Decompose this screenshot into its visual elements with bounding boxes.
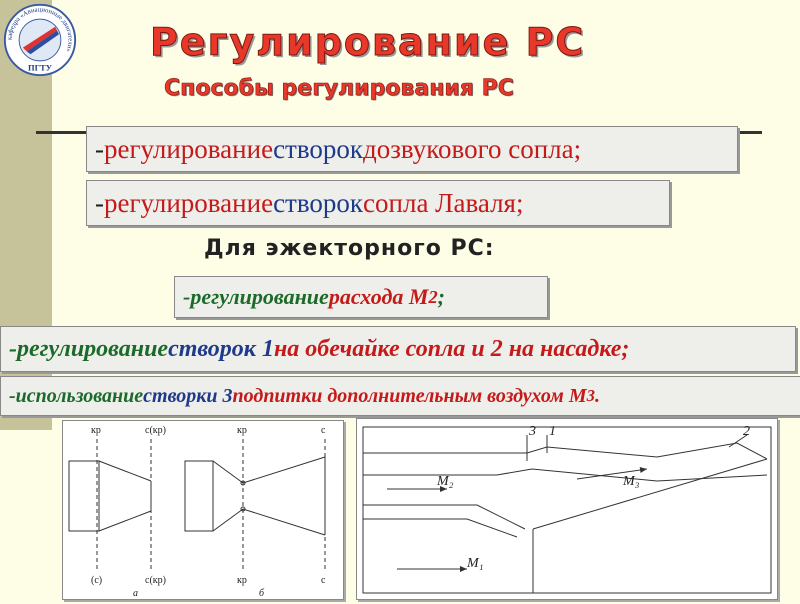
svg-text:кр: кр [91,425,101,436]
svg-text:2: 2 [743,424,750,439]
svg-text:1: 1 [549,424,556,439]
nozzle-schemes-drawing [63,421,343,599]
ejector-item-flaps: - регулирование створок 1 на обечайке сопла и 2 на насадке; [0,326,796,372]
ejector-nozzle-drawing [357,419,777,599]
divider-left [36,131,88,134]
svg-text:с: с [321,575,326,586]
svg-text:кафедра «Авиационные двигатели: кафедра «Авиационные двигатели» [6,6,74,53]
method-item-laval: - регулирование створок сопла Лаваля; [86,180,670,226]
method-item-subsonic: - регулирование створок дозвукового сопла; [86,126,738,172]
ejector-heading: Для эжекторного РС: [204,236,495,261]
university-logo [2,2,78,78]
svg-text:кр: кр [237,425,247,436]
svg-text:с(кр): с(кр) [145,425,166,436]
slide-title: Регулирование РС [150,20,586,64]
svg-text:б: б [259,588,265,599]
svg-text:с(кр): с(кр) [145,575,166,586]
svg-text:3: 3 [529,424,536,439]
ejector-item-makeup-air: - использование створки 3 подпитки дополнительным воздухом М 3 . [0,376,800,416]
svg-text:с: с [321,425,326,436]
svg-text:а: а [133,588,138,599]
svg-text:(с): (с) [91,575,103,586]
svg-text:M₂: M₂ [437,474,454,489]
nozzle-schemes-figure [62,420,344,600]
divider-right [738,131,762,134]
svg-text:ПГТУ: ПГТУ [27,62,53,73]
svg-text:M₁: M₁ [467,556,484,571]
slide-subtitle: Способы регулирования РС [164,76,514,101]
ejector-nozzle-figure [356,418,778,600]
svg-text:кр: кр [237,575,247,586]
svg-text:M₃: M₃ [623,474,640,489]
ejector-item-flow: - регулирование расхода М 2 ; [174,276,548,318]
